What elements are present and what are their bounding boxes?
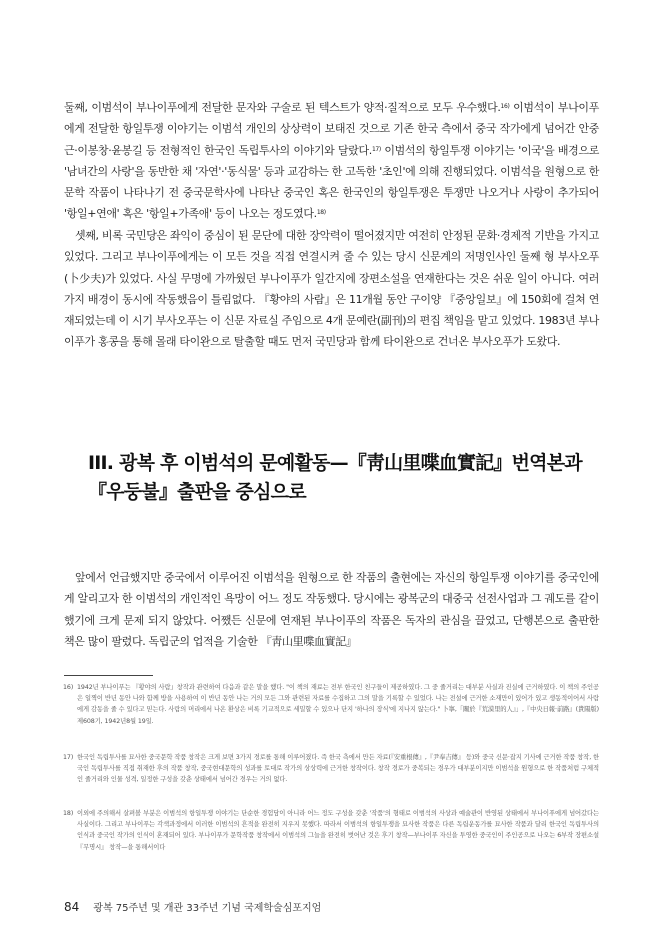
page-footer <box>64 899 321 915</box>
body-paragraph-2nd-point <box>64 97 599 225</box>
footnote-separator <box>64 675 153 676</box>
section-heading-iii: III. 광복 후 이범석의 문예활동—『靑山里喋血實記』번역본과 『우둥불』출판을 중심으로 <box>88 452 582 503</box>
paragraph-text: 둘째, 이범석이 부나이푸에게 전달한 문자와 구술로 된 텍스트가 양적·질적으로 모두 우수했다. <box>64 101 501 114</box>
footnote-18 <box>63 808 599 853</box>
footnote-text: 1942년 부나이푸는 『황야의 사람』창작과 관련하여 다음과 같은 말을 했다. "이 책의 재료는 전부 한국인 친구들이 제공하였다. 그 중 줄거리는 대부분 사실과 진실에 근거하였다. 이 책의 주인공은 일찍이 반년 동안 나와 함께 방을 사용하여 이 반년 동안 나는 거의 모든 그와 관련된 자료를 수집하고 그의 말을 기록할 수 있었다. 나는 전설에 근거한 소재만이 있어가 있고 생동적이어서 사람에게 감동을 줄 수 있다고 믿는다. 사람의 머리에서 나온 환상은 비록 기교적으로 세밀할 수 있으나 단지 '하나의 장식'에 지나지 않는다." 卜寧,「關於『荒漠里的人』」,『中央日報·前路』(貴陽版) 제608기, 1942년8월 19일. <box>77 684 599 725</box>
footnote-number: 16) <box>63 684 74 691</box>
paragraph-text: 이범석의 항일투쟁 이야기는 '이국'을 배경으로 '남녀간의 사랑'을 동반한 채 '자연'·'동식물' 등과 교감하는 한 고독한 '초인'에 의해 진행되었다. 이범석을 원형으로 한 문학 작품이 나타나기 전 중국문학사에 나타난 중국인 혹은 한국인의 항일투쟁은 투쟁만 나오거나 사랑이 추가되어 '항일+연애' 혹은 '항일+가족애' 등이 나오는 정도였다. <box>64 143 599 221</box>
footnote-17 <box>63 752 599 786</box>
body-paragraph-3rd-point: 셋째, 비록 국민당은 좌익이 중심이 된 문단에 대한 장악력이 떨어졌지만 여전히 안정된 문화·경제적 기반을 가지고 있었다. 그리고 부나이푸에게는 이 모든 것을 직접 연결시켜 줄 수 있는 당시 신문계의 저명인사인 둘째 형 부사오푸(卜少夫)가 있었다. 사실 무명에 가까웠던 부나이푸가 일간지에 장편소설을 연재한다는 것은 쉬운 일이 아니다. 여러 가지 배경이 동시에 작동했음이 틀림없다. 『황야의 사람』은 11개월 동안 구이양 『중앙일보』에 150회에 걸쳐 연재되었는데 이 시기 부사오푸는 이 신문 자료실 주임으로 4개 문예란(副刊)의 편집 책임을 맡고 있었다. 1983년 부나이푸가 홍콩을 통해 몰래 타이완으로 탈출할 때도 먼저 국민당과 함께 타이완으로 건너온 부사오푸가 도왔다. <box>64 229 599 349</box>
page-number: 84 <box>64 900 80 914</box>
footnote-ref-16[interactable]: 16) <box>500 103 510 110</box>
footnote-number: 18) <box>63 810 74 817</box>
paragraph-text: 이범석이 부나이푸에게 전달한 항일투쟁 이야기는 이범석 개인의 상상력이 보태진 것으로 기존 한국 측에서 중국 작가에게 넘어간 안중근·이봉창·윤봉길 등 전형적인 한국인 독립투사의 이야기와 달랐다. <box>64 101 599 157</box>
footnote-ref-17[interactable]: 17) <box>371 145 381 153</box>
footnote-ref-18[interactable]: 18) <box>316 209 326 217</box>
footnote-text: 이외에 주의해서 살펴볼 부분은 이범석의 항일투쟁 이야기는 단순한 경험담이 아니라 어느 정도 구성을 갖춘 '작품'의 형태로 이범석의 사상과 예술관이 반영된 상태에서 부나이푸에게 넘어갔다는 사실이다. 그리고 부나이푸는 각색과정에서 이러한 이범석의 흔적을 완전히 지우지 못했다. 따라서 이범석의 항일투쟁을 묘사한 작품은 다른 독립운동가를 묘사한 작품과 달리 한국인 독립투사의 인식과 중국인 작가의 인식이 혼재되어 있다. 부나이푸가 문학작품 창작에서 이범석의 그늘을 완전히 벗어난 것은 후기 창작—부나이푸 자신을 투영한 중국인이 주인공으로 나오는 6부작 장편소설 『무명시』 창작—을 통해서이다 <box>77 810 599 851</box>
body-paragraph-section-intro: 앞에서 언급했지만 중국에서 이루어진 이범석을 원형으로 한 작품의 출현에는 자신의 항일투쟁 이야기를 중국인에게 알리고자 한 이범석의 개인적인 욕망이 어느 정도 작동했다. 당시에는 광복군의 대중국 선전사업과 그 궤도를 같이했기에 크게 문제 되지 않았다. 어쨌든 신문에 연재된 부나이푸의 작품은 독자의 관심을 끌었고, 단행본으로 출판한 책은 많이 팔렸다. 독립군의 업적을 기술한 『靑山里喋血實記』 <box>64 571 599 648</box>
footnote-text: 한국인 독립투사를 묘사한 중국문학 작품 창작은 크게 보면 3가지 경로를 통해 이루어졌다. 즉 한국 측에서 만든 자료(『安重根傳』,『尹奉吉傳』 등)와 중국 신문·잡지 기사에 근거한 작품 창작, 한국인 독립투사를 직접 취재한 후의 작품 창작, 중국현대문학의 성과를 토대로 작가의 상상력에 근거한 창작이다. 창작 경로가 중복되는 경우가 대부분이지만 이범석을 원형으로 한 작품처럼 구체적인 줄거리와 인물 성격, 일정한 구성을 갖춘 상태에서 넘어간 경우는 거의 없다. <box>77 754 599 784</box>
footnote-number: 17) <box>63 754 74 761</box>
footnote-16 <box>63 682 599 727</box>
footer-title: 광복 75주년 및 개관 33주년 기념 국제학술심포지엄 <box>93 903 322 914</box>
